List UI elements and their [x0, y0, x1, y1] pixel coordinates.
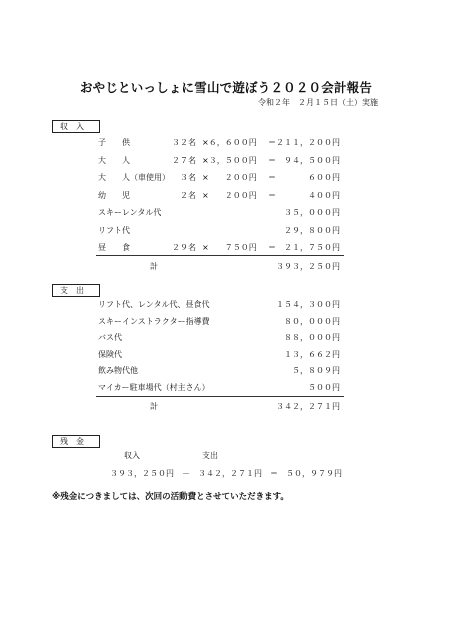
income-total-label: 計: [150, 262, 158, 271]
income-heading: 収入: [52, 120, 100, 133]
income-item-label: リフト代: [98, 225, 130, 235]
expense-total-rule: [96, 396, 344, 397]
income-item-count: ２名: [180, 190, 196, 200]
income-item-amount: ＝ ９４，５００円: [268, 155, 340, 165]
income-item-label: 大 人: [98, 155, 130, 165]
income-item-unit-price: ×３，５００円: [202, 155, 257, 165]
income-item-label: スキーレンタル代: [98, 208, 162, 217]
income-item-label: 昼 食: [98, 243, 130, 252]
balance-formula: ３９３，２５０円 － ３４２，２７１円 ＝ ５０，９７９円: [110, 469, 342, 478]
expense-item-label: 飲み物代他: [98, 366, 138, 375]
income-item-unit-price: × ７５０円: [202, 243, 257, 252]
income-item-amount: ＝ ４００円: [268, 190, 340, 200]
income-item-count: ３名: [180, 173, 196, 182]
event-date: 令和２年 ２月１５日（土）実施: [258, 98, 378, 107]
expense-item-amount: ８８，０００円: [284, 333, 340, 342]
income-item-amount: ２９，８００円: [284, 225, 340, 235]
income-item-amount: ３５，０００円: [284, 208, 340, 217]
balance-heading: 残金: [52, 435, 100, 448]
expense-item-label: スキーインストラクター指導費: [98, 316, 210, 326]
balance-income-label: 収入: [124, 451, 140, 460]
expense-item-label: バス代: [98, 333, 122, 342]
expense-total-label: 計: [150, 402, 158, 411]
expense-item-label: 保険代: [98, 349, 122, 359]
expense-item-label: リフト代、レンタル代、昼食代: [98, 300, 210, 309]
expense-item-amount: ８０，０００円: [284, 316, 340, 326]
expense-item-label: マイカー駐車場代（村主さん）: [98, 382, 210, 392]
expense-total-value: ３４２，２７１円: [276, 402, 340, 411]
expense-item-amount: ５，８０９円: [292, 366, 340, 375]
expense-item-amount: １３，６６２円: [284, 349, 340, 359]
expense-item-amount: １５４，３００円: [276, 300, 340, 309]
report-title: おやじといっしょに雪山で遊ぼう２０２０会計報告: [79, 80, 373, 95]
income-item-amount: ＝２１１，２００円: [268, 138, 340, 147]
income-total-rule: [96, 255, 344, 256]
income-item-unit-price: × ２００円: [202, 173, 257, 182]
income-item-unit-price: × ２００円: [202, 190, 257, 200]
income-item-label: 幼 児: [98, 190, 130, 200]
income-item-count: ２７名: [172, 155, 196, 165]
income-item-amount: ＝ ２１，７５０円: [268, 243, 340, 252]
income-item-label: 子 供: [98, 138, 130, 147]
income-total-value: ３９３，２５０円: [276, 262, 340, 271]
expense-item-amount: ５００円: [308, 382, 340, 392]
income-item-count: ３２名: [172, 138, 196, 147]
expense-heading: 支出: [52, 284, 100, 297]
income-item-label: 大 人（車使用）: [98, 173, 170, 182]
footer-note: ※残金につきましては、次回の活動費とさせていただきます。: [52, 492, 289, 502]
balance-expense-label: 支出: [202, 451, 218, 460]
income-item-unit-price: ×６，６００円: [202, 138, 257, 147]
income-item-amount: ＝ ６００円: [268, 173, 340, 182]
income-item-count: ２９名: [172, 243, 196, 252]
